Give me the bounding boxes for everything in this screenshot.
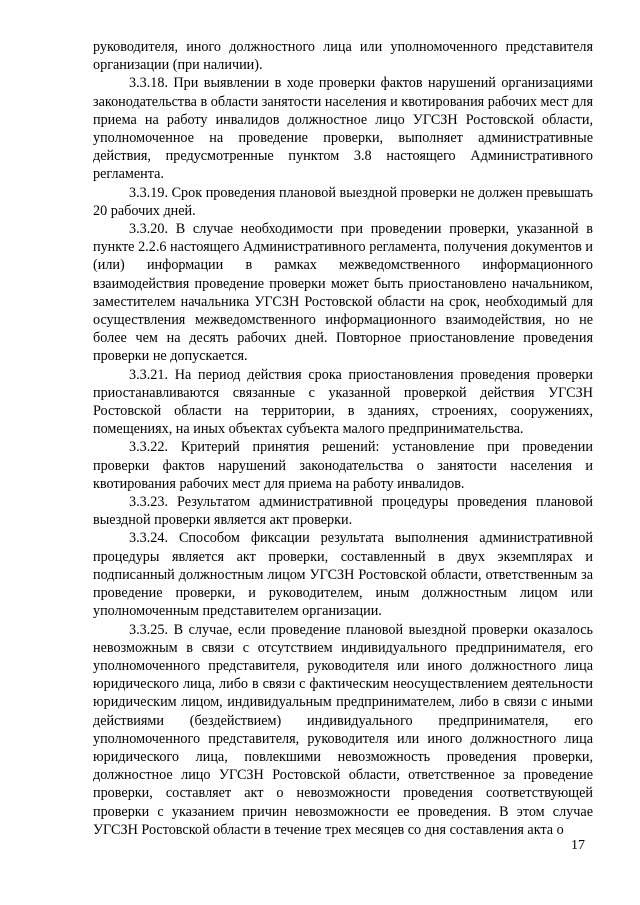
- paragraph-3-3-22: 3.3.22. Критерий принятия решений: установление при проведении проверки фактов нарушений законодательства о занятости населения и квотирования рабочих мест для приема на работу инвалидов.: [93, 439, 593, 492]
- paragraph-3-3-23: 3.3.23. Результатом административной процедуры проведения плановой выездной проверки является акт проверки.: [93, 494, 593, 529]
- page-number: 17: [571, 838, 585, 853]
- paragraph-3-3-19: 3.3.19. Срок проведения плановой выездной проверки не должен превышать 20 рабочих дней.: [93, 184, 593, 219]
- paragraph-3-3-24: 3.3.24. Способом фиксации результата выполнения административной процедуры является акт проверки, составленный в двух экземплярах и подписанный должностным лицом УГСЗН Ростовской области, ответственным за проведение проверки, и руководителем, иным должностным лицом или уполномоченным представителем организации.: [93, 530, 593, 620]
- paragraph-3-3-20: 3.3.20. В случае необходимости при проведении проверки, указанной в пункте 2.2.6 настоящего Административного регламента, получения документов и (или) информации в рамках межведомственного информационного взаимодействия проведение проверки может быть приостановлено начальником, заместителем начальника УГСЗН Ростовской области на срок, необходимый для осуществления межведомственного информационного взаимодействия, но не более чем на десять рабочих дней. Повторное приостановление проведения проверки не допускается.: [93, 221, 593, 365]
- paragraph-3-3-18: 3.3.18. При выявлении в ходе проверки фактов нарушений организациями законодательства в области занятости населения и квотирования рабочих мест для приема на работу инвалидов должностное лицо УГСЗН Ростовской области, уполномоченное на проведение проверки, выполняет административные действия, предусмотренные пунктом 3.8 настоящего Административного регламента.: [93, 75, 593, 183]
- paragraph-continuation: руководителя, иного должностного лица или уполномоченного представителя организации (при наличии).: [93, 39, 593, 74]
- paragraph-3-3-21: 3.3.21. На период действия срока приостановления проведения проверки приостанавливаются связанные с указанной проверкой действия УГСЗН Ростовской области на территории, в зданиях, строениях, сооружениях, помещениях, на иных объектах субъекта малого предпринимательства.: [93, 366, 593, 438]
- paragraph-3-3-25: 3.3.25. В случае, если проведение плановой выездной проверки оказалось невозможным в связи с отсутствием индивидуального предпринимателя, его уполномоченного представителя, руководителя или иного должностного лица юридического лица, либо в связи с фактическим неосуществлением деятельности юридическим лицом, индивидуальным предпринимателем, либо в связи с иными действиями (бездействием) индивидуального предпринимателя, его уполномоченного представителя, руководителя или иного должностного лица юридического лица, повлекшими невозможность проведения проверки, должностное лицо УГСЗН Ростовской области, ответственное за проведение проверки, составляет акт о невозможности проведения соответствующей проверки с указанием причин невозможности ее проведения. В этом случае УГСЗН Ростовской области в течение трех месяцев со дня составления акта о: [93, 621, 593, 838]
- document-body: [93, 38, 593, 839]
